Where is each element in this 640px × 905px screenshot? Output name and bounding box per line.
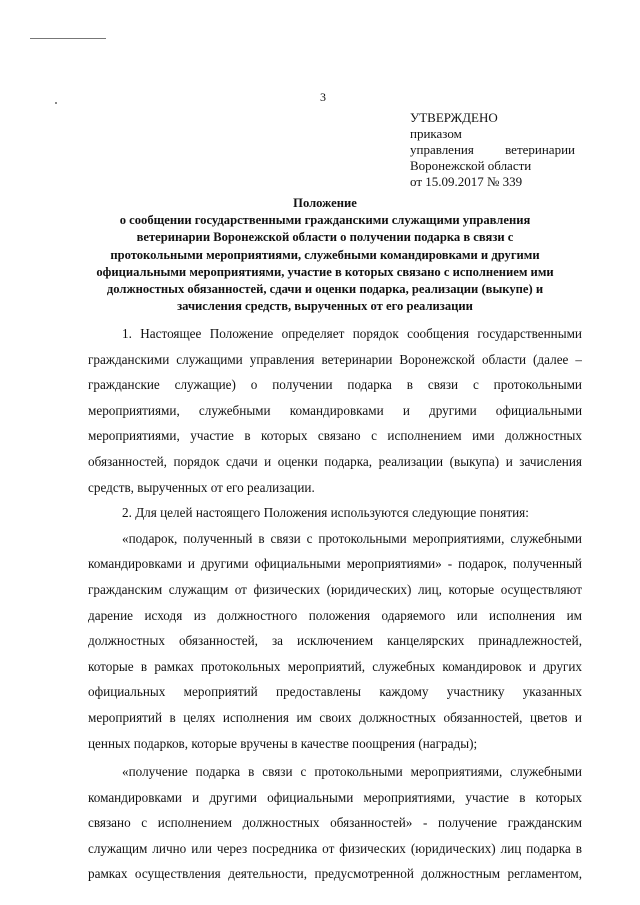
body-line: мероприятий в целях исполнения им своих должностных обязанностей, цветов и	[88, 709, 582, 725]
body-line: гражданскими служащими управления ветеринарии Воронежской области (далее –	[88, 351, 582, 367]
title-line: зачисления средств, вырученных от его реализации	[177, 299, 473, 314]
title-line: Положение	[293, 196, 357, 210]
body-line: командировками и другими официальными мероприятиями, участие в которых	[88, 789, 582, 805]
body-line: гражданские служащие) о получении подарка в связи с протокольными	[88, 377, 582, 393]
body-line: служащим лично или через посредника от физических (юридических) лиц подарка в	[88, 840, 582, 856]
body-line: средств, вырученных от его реализации.	[88, 479, 315, 495]
body-line: должностных обязанностей, за исключением канцелярских принадлежностей,	[88, 633, 582, 649]
approval-word: управления	[410, 142, 474, 157]
body-line: мероприятиями, участие в которых связано с исполнением ими должностных	[88, 428, 582, 444]
scan-artifact-dot	[55, 102, 57, 104]
body-line: обязанностей, порядок сдачи и оценки подарка, реализации (выкупа) и зачисления	[88, 453, 582, 469]
body-line: «подарок, полученный в связи с протокольными мероприятиями, служебными	[122, 530, 582, 546]
approval-line: от 15.09.2017 № 339	[410, 174, 523, 189]
title-line: должностных обязанностей, сдачи и оценки подарка, реализации (выкупе) и	[106, 282, 544, 297]
body-line: которые в рамках протокольных мероприятий, служебных командировок и других	[88, 658, 582, 674]
document-body	[88, 321, 582, 887]
body-line: 1. Настоящее Положение определяет порядок сообщения государственными	[122, 326, 582, 341]
page-number: 3	[320, 90, 326, 104]
title-line: официальными мероприятиями, участие в которых связано с исполнением ими	[96, 264, 554, 279]
body-line: ценных подарков, которые вручены в качестве поощрения (награды);	[88, 735, 478, 751]
approval-line: Воронежской области	[410, 158, 532, 173]
approval-line	[410, 142, 575, 158]
body-line: официальных мероприятий предоставлены каждому участнику указанных	[88, 684, 582, 700]
title-line: ветеринарии Воронежской области о получении подарка в связи с	[136, 230, 514, 245]
body-line: командировками и другими официальными мероприятиями» - подарок, полученный	[88, 556, 582, 572]
scan-artifact-line	[30, 38, 106, 39]
body-line: рамках осуществления деятельности, предусмотренной должностным регламентом,	[88, 866, 582, 882]
approval-word: ветеринарии	[505, 142, 575, 157]
document-title	[90, 195, 560, 315]
body-line: гражданским служащим от физических (юридических) лиц, которые осуществляют	[88, 581, 582, 597]
title-line: протокольными мероприятиями, служебными командировками и другими	[110, 247, 540, 262]
body-line: «получение подарка в связи с протокольными мероприятиями, служебными	[122, 764, 582, 780]
body-line: дарение исходя из должностного положения одаряемого или исполнения им	[88, 607, 582, 623]
approval-stamp	[410, 110, 575, 190]
body-line: связано с исполнением должностных обязанностей» - получение гражданским	[88, 815, 582, 831]
approval-line: приказом	[410, 126, 462, 141]
body-line: мероприятиями, служебными командировками и другими официальными	[88, 402, 582, 418]
title-line: о сообщении государственными гражданскими служащими управления	[119, 213, 531, 228]
body-line: 2. Для целей настоящего Положения используются следующие понятия:	[122, 505, 529, 521]
approval-line: УТВЕРЖДЕНО	[410, 110, 498, 125]
